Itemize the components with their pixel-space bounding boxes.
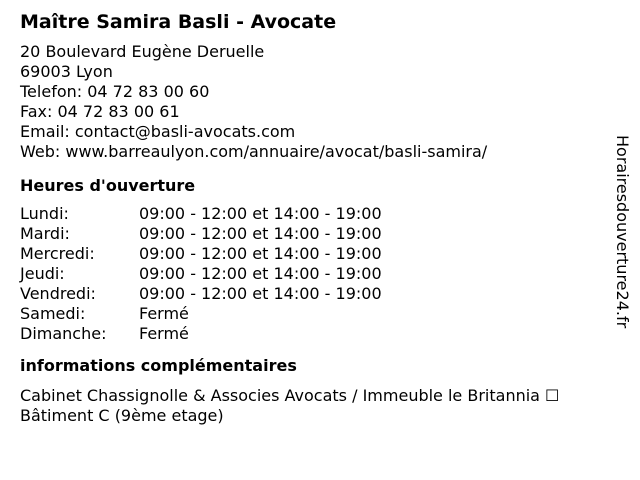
address-city: 69003 Lyon	[20, 62, 113, 81]
day-label: Samedi:	[20, 304, 86, 323]
info-line-1: Cabinet Chassignolle & Associes Avocats / Immeuble le Britannia ☐	[20, 386, 560, 405]
info-heading: informations complémentaires	[20, 356, 297, 375]
hours-row-wednesday	[20, 244, 620, 264]
web-line: Web: www.barreaulyon.com/annuaire/avocat/basli-samira/	[20, 142, 488, 161]
day-hours: 09:00 - 12:00 et 14:00 - 19:00	[139, 244, 382, 263]
hours-row-thursday	[20, 264, 620, 284]
email-line: Email: contact@basli-avocats.com	[20, 122, 296, 141]
hours-row-tuesday	[20, 224, 620, 244]
business-card	[20, 10, 620, 426]
day-label: Jeudi:	[20, 264, 65, 283]
hours-row-sunday	[20, 324, 620, 344]
day-hours: 09:00 - 12:00 et 14:00 - 19:00	[139, 284, 382, 303]
day-label: Mercredi:	[20, 244, 95, 263]
day-hours: 09:00 - 12:00 et 14:00 - 19:00	[139, 264, 382, 283]
hours-row-friday	[20, 284, 620, 304]
day-hours: 09:00 - 12:00 et 14:00 - 19:00	[139, 204, 382, 223]
day-label: Dimanche:	[20, 324, 107, 343]
hours-row-saturday	[20, 304, 620, 324]
day-hours: Fermé	[139, 304, 189, 323]
business-title: Maître Samira Basli - Avocate	[20, 11, 337, 33]
day-hours: Fermé	[139, 324, 189, 343]
hours-table	[20, 204, 620, 344]
day-label: Mardi:	[20, 224, 70, 243]
info-line-2: Bâtiment C (9ème etage)	[20, 406, 224, 425]
address-street: 20 Boulevard Eugène Deruelle	[20, 42, 265, 61]
hours-heading: Heures d'ouverture	[20, 176, 196, 195]
day-label: Lundi:	[20, 204, 69, 223]
day-label: Vendredi:	[20, 284, 96, 303]
hours-row-monday	[20, 204, 620, 224]
day-hours: 09:00 - 12:00 et 14:00 - 19:00	[139, 224, 382, 243]
phone-line: Telefon: 04 72 83 00 60	[20, 82, 210, 101]
watermark-brand: Horairesdouverture24.fr	[613, 135, 632, 329]
fax-line: Fax: 04 72 83 00 61	[20, 102, 180, 121]
